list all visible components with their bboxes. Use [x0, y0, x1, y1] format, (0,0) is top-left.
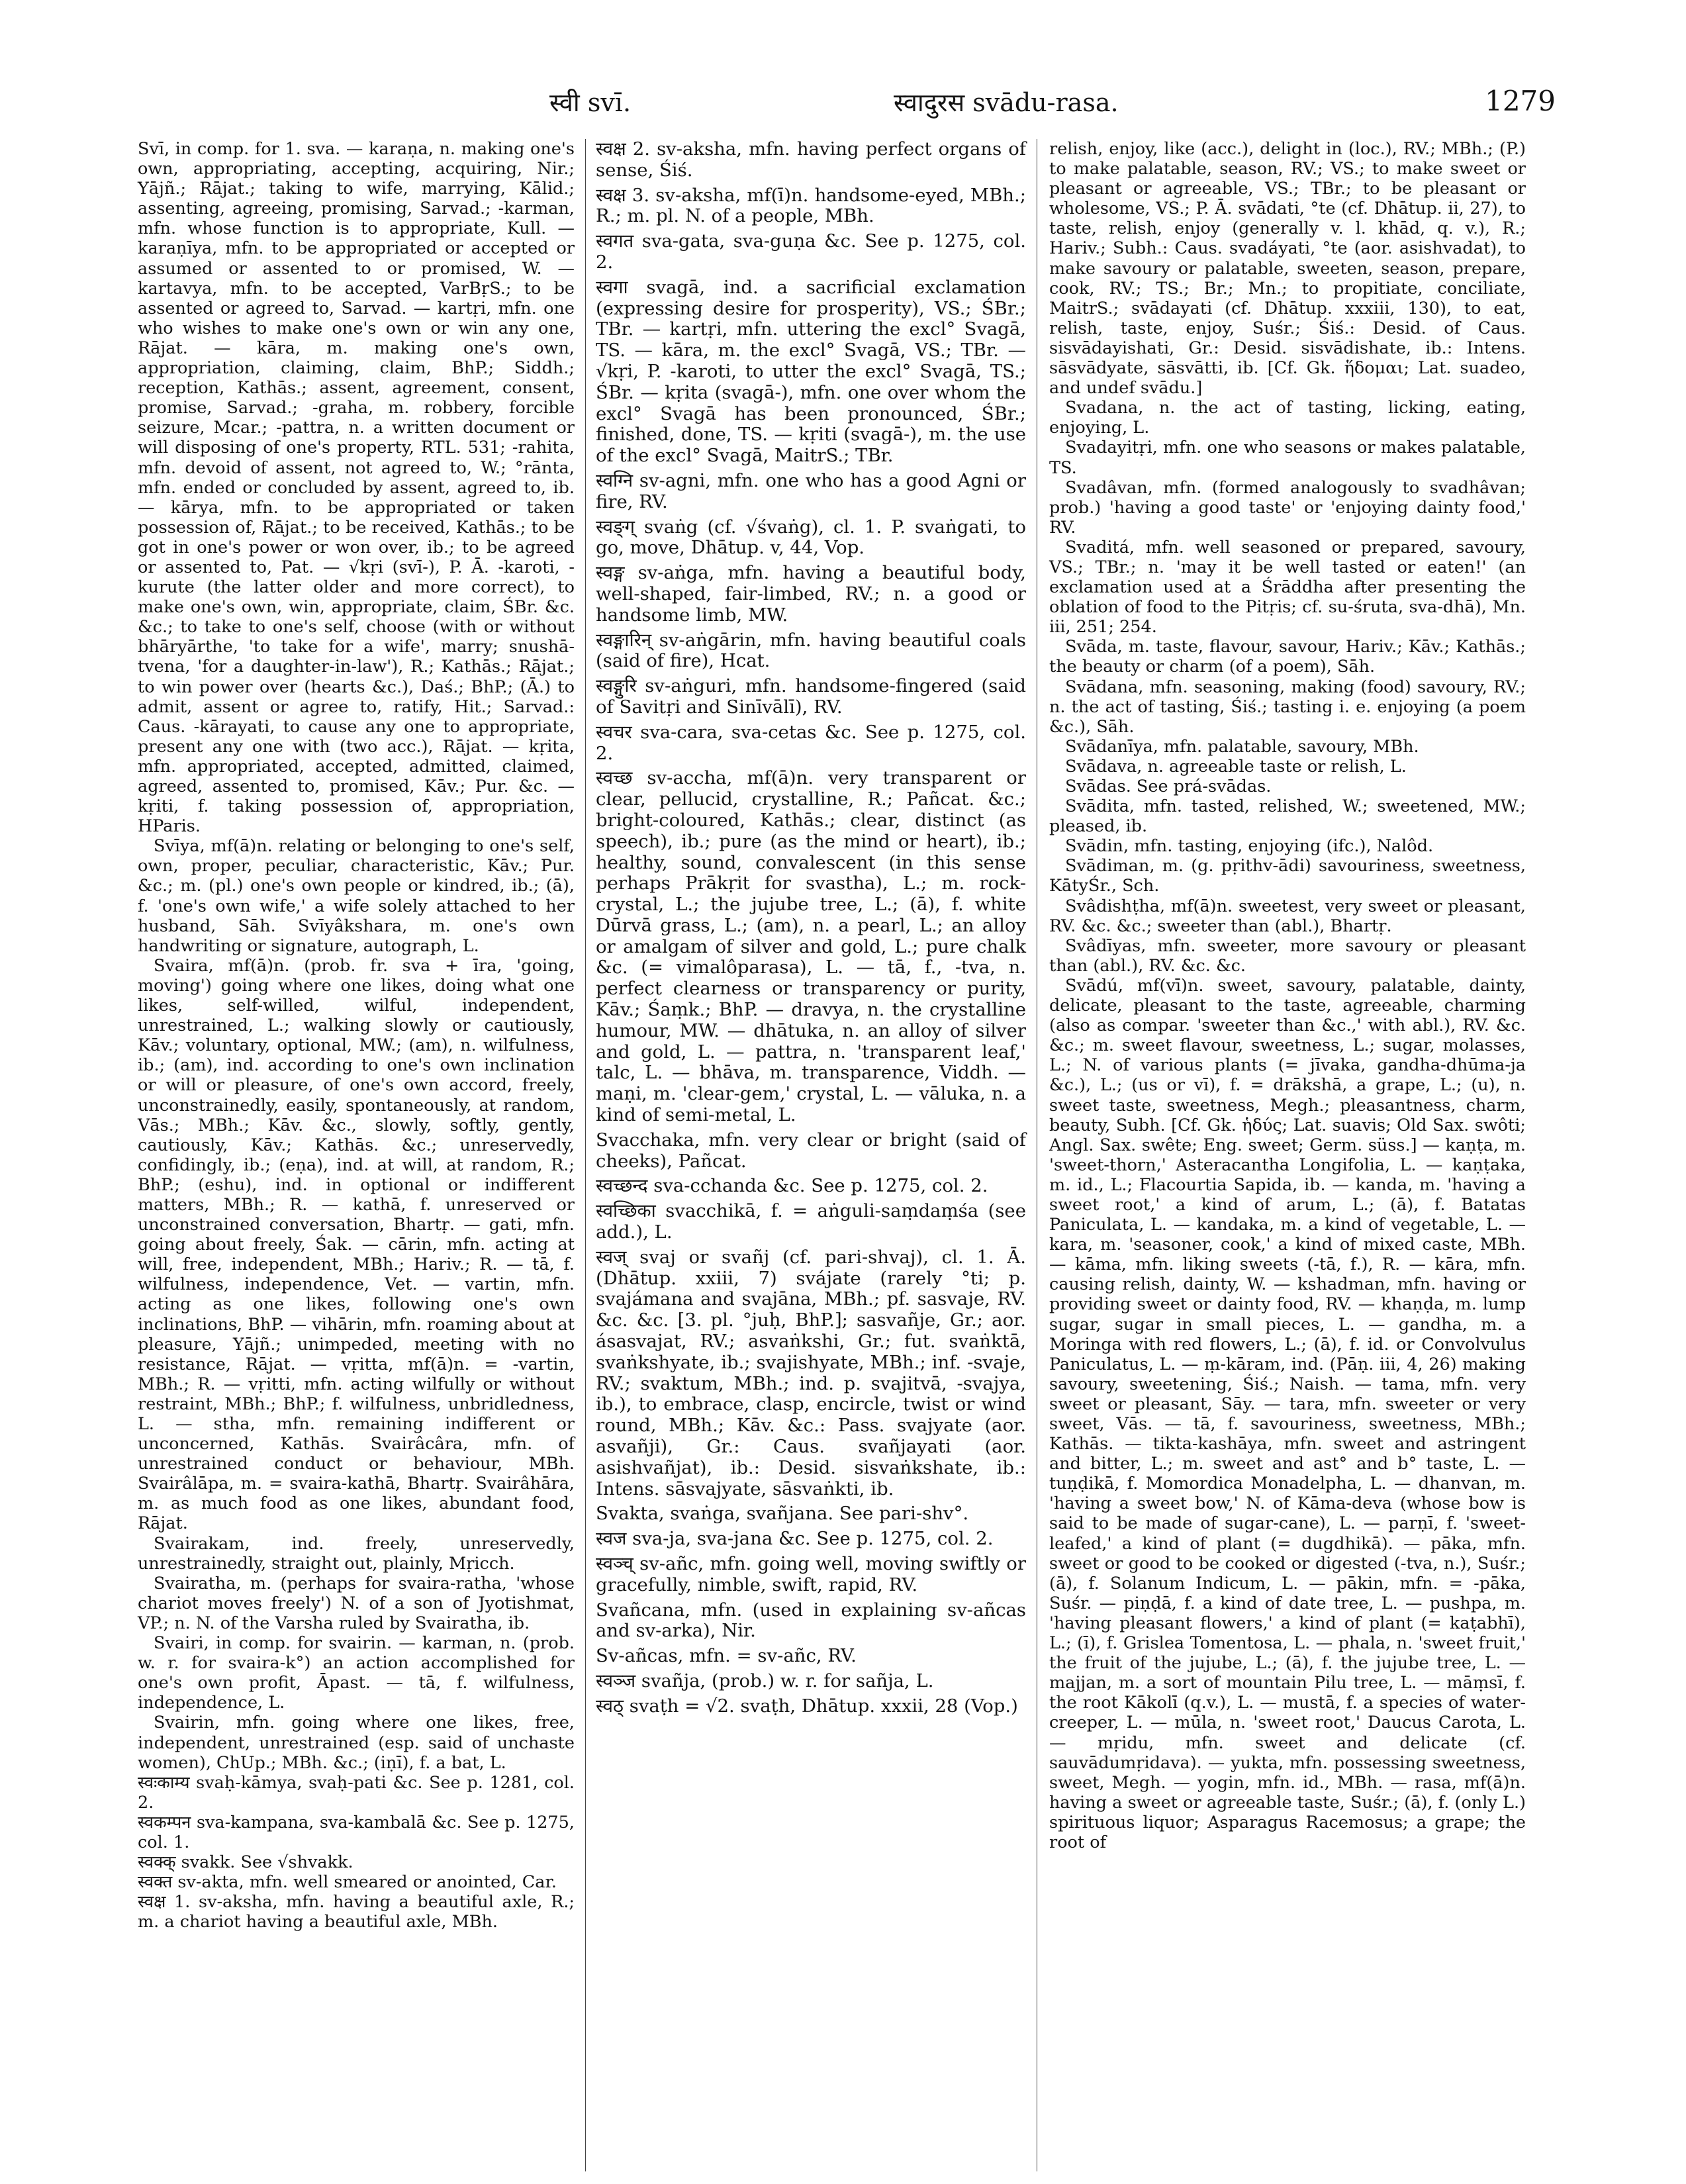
- dictionary-entry: स्वगा svagā, ind. a sacrificial exclamation (expressing desire for prosperity), VS.; ŚBr.; TBr. — kartṛi, mfn. uttering the excl° Svagā, TS. — kāra, m. the excl° Svagā, VS.; TBr. — √kṛi, P. -karoti, to utter the excl° Svagā, TS.; ŚBr. — kṛita (svagā-), mfn. one over whom the excl° Svagā has been pronounced, ŚBr.; finished, done, TS. — kṛiti (svagā-), m. the use of the excl° Svagā, MaitrS.; TBr.: [596, 276, 1026, 467]
- dictionary-entry: स्वङ्ग sv-aṅga, mfn. having a beautiful body, well-shaped, fair-limbed, RV.; n. a good or handsome limb, MW.: [596, 562, 1026, 626]
- dictionary-entry: स्वज sva-ja, sva-jana &c. See p. 1275, col. 2.: [596, 1528, 994, 1550]
- page-header: [139, 85, 1556, 131]
- dictionary-entry: स्वगत sva-gata, sva-guṇa &c. See p. 1275, col. 2.: [596, 230, 1026, 273]
- dictionary-entry: Svādin, mfn. tasting, enjoying (ifc.), Nalôd.: [1065, 836, 1434, 857]
- dictionary-entry: स्वङ्गारिन् sv-aṅgārin, mfn. having beautiful coals (said of fire), Hcat.: [596, 629, 1026, 672]
- header-center-headword: स्वादुरस svādu-rasa.: [894, 88, 1119, 117]
- dictionary-entry: Svādava, n. agreeable taste or relish, L.: [1065, 756, 1407, 777]
- dictionary-entry: Svī, in comp. for 1. sva. — karaṇa, n. making one's own, appropriating, accepting, acquiring, Nir.; Yājñ.; Rājat.; taking to wife, marrying, Kālid.; assenting, agreeing, promising, Sarvad.; -karman, mfn. whose function is to appropriate, Kull. — karaṇīya, mfn. to be appropriated or accepted or assumed or assented to or promised, W. — kartavya, mfn. to be accepted, VarBṛS.; to be assented or agreed to, Sarvad. — kartṛi, mfn. one who wishes to make one's own or win any one, Rājat. — kāra, m. making one's own, appropriation, claiming, claim, BhP.; Siddh.; reception, Kathās.; assent, agreement, consent, promise, Sarvad.; -graha, m. robbery, forcible seizure, Mcar.; -pattra, n. a written document or will disposing of one's property, RTL. 531; -rahita, mfn. devoid of assent, not agreed to, W.; °rānta, mfn. ended or concluded by assent, agreed to, ib. — kārya, mfn. to be appropriated or taken possession of, Rājat.; to be received, Kathās.; to be got in one's power or won over, ib.; to be agreed or assented to, Pat. — √kṛi (svī-), P. Ā. -karoti, -kurute (the latter older and more correct), to make one's own, win, appropriate, claim, ŚBr. &c. &c.; to take to one's self, choose (with or without bhāryārthe, 'to take for a wife', marry; snushā-tvena, 'for a daughter-in-law'), R.; Kathās.; Rājat.; to win power over (hearts &c.), Daś.; BhP.; (Ā.) to admit, assent or agree to, ratify, Hit.; Sarvad.: Caus. -kārayati, to cause any one to appropriate, present any one with (two acc.), Rājat. — kṛita, mfn. appropriated, accepted, admitted, claimed, agreed, assented to, promised, Kāv.; Pur. &c. — kṛiti, f. taking possession of, appropriation, HParis.: [138, 139, 575, 837]
- column-divider-1: [585, 139, 586, 2171]
- dictionary-entry: Svadâvan, mfn. (formed analogously to svadhâvan; prob.) 'having a good taste' or 'enjoying dainty food,' RV.: [1049, 477, 1526, 538]
- dictionary-column-2: [596, 139, 1026, 1721]
- dictionary-entry: Svādú, mf(vī)n. sweet, savoury, palatable, dainty, delicate, pleasant to the taste, agreeable, charming (also as compar. 'sweeter than &c.,' with abl.), RV. &c. &c.; m. sweet flavour, sweetness, L.; sugar, molasses, L.; N. of various plants (= jīvaka, gandha-dhūma-ja &c.), L.; (us or vī), f. = drākshā, a grape, L.; (u), n. sweet taste, sweetness, Megh.; pleasantness, charm, beauty, Subh. [Cf. Gk. ἡδύς; Lat. suavis; Old Sax. swôti; Angl. Sax. swête; Eng. sweet; Germ. süss.] — kaṇṭa, m. 'sweet-thorn,' Asteracantha Longifolia, L. — kaṇṭaka, m. id., L.; Flacourtia Sapida, ib. — kanda, m. 'having a sweet root,' a kind of arum, L.; (ā), f. Batatas Paniculata, L. — kandaka, m. a kind of vegetable, L. — kara, m. 'seasoner, cook,' a kind of mixed caste, MBh. — kāma, mfn. liking sweets (-tā, f.), R. — kāra, mfn. causing relish, dainty, W. — kshadman, mfn. having or providing sweet or dainty food, RV. — khaṇḍa, m. lump sugar, sugar in small pieces, L. — gandha, m. a Moringa with red flowers, L.; (ā), f. id. or Convolvulus Paniculatus, L. — ṃ-kāram, ind. (Pāṇ. iii, 4, 26) making savoury, sweetening, Śiś.; Naish. — tama, mfn. very sweet or pleasant, Sāy. — tara, mfn. sweeter or very sweet, Vās. — tā, f. savouriness, sweetness, MBh.; Kathās. — tikta-kashāya, mfn. sweet and astringent and bitter, L.; m. sweet and ast° and b° taste, L. — tuṇḍikā, f. Momordica Monadelpha, L. — dhanvan, m. 'having a sweet bow,' N. of Kāma-deva (whose bow is said to be made of sugar-cane), L. — parṇī, f. 'sweet-leafed,' a kind of plant (= dugdhikā). — pāka, mfn. sweet or good to be cooked or digested (-tva, n.), Suśr.; (ā), f. Solanum Indicum, L. — pākin, mfn. = -pāka, Suśr. — piṇḍā, f. a kind of date tree, L. — pushpa, m. 'having pleasant flowers,' a kind of plant (= kaṭabhī), L.; (ī), f. Grislea Tomentosa, L. — phala, n. 'sweet fruit,' the fruit of the jujube, L.; (ā), f. the jujube tree, L. — majjan, m. a sort of mountain Pilu tree, L. — māṃsī, f. the root Kākolī (q.v.), L. — mustā, f. a species of water-creeper, L. — mūla, n. 'sweet root,' Daucus Carota, L. — mṛidu, mfn. sweet and delicate (cf. sauvādumṛidava). — yukta, mfn. possessing sweetness, sweet, Megh. — yogin, mfn. id., MBh. — rasa, mf(ā)n. having a sweet or agreeable taste, Suśr.; (ā), f. (only L.) spirituous liquor; Asparagus Racemosus; a grape; the root of: [1049, 975, 1526, 1852]
- dictionary-entry: स्वक्त sv-akta, mfn. well smeared or anointed, Car.: [138, 1872, 557, 1893]
- dictionary-entry: Svaira, mf(ā)n. (prob. fr. sva + īra, 'going, moving') going where one likes, doing what one likes, self-willed, wilful, independent, unrestrained, L.; walking slowly or cautiously, Kāv.; voluntary, optional, MW.; (am), n. wilfulness, ib.; (am), ind. according to one's own inclination or will or pleasure, of one's own accord, freely, unconstrainedly, easily, spontaneously, at random, Vās.; MBh.; Kāv. &c., slowly, softly, gently, cautiously, Kāv.; Kathās. &c.; unreservedly, confidingly, ib.; (eṇa), ind. at will, at random, R.; BhP.; (eshu), ind. in optional or indifferent matters, MBh.; R. — kathā, f. unreserved or unconstrained conversation, Bhartṛ. — gati, mfn. going about freely, Śak. — cārin, mfn. acting at will, free, independent, MBh.; Hariv.; R. — tā, f. wilfulness, independence, Vet. — vartin, mfn. acting as one likes, following one's own inclinations, BhP. — vihārin, mfn. roaming about at pleasure, Yājñ.; unimpeded, meeting with no resistance, Rājat. — vṛitta, mf(ā)n. = -vartin, MBh.; R. — vṛitti, mfn. acting wilfully or without restraint, MBh.; BhP.; f. wilfulness, unbridledness, L. — stha, mfn. remaining indifferent or unconcerned, Kathās. Svairâcâra, mfn. of unrestrained conduct or behaviour, MBh. Svairâlāpa, m. = svaira-kathā, Bhartṛ. Svairâhāra, m. as much food as one likes, abundant food, Rājat.: [138, 955, 575, 1534]
- dictionary-entry: Svādiman, m. (g. pṛithv-ādi) savouriness, sweetness, KātyŚr., Sch.: [1049, 856, 1526, 896]
- dictionary-entry: Svādas. See prá-svādas.: [1065, 777, 1272, 796]
- dictionary-entry: Svakta, svaṅga, svañjana. See pari-shv°.: [596, 1503, 969, 1525]
- dictionary-entry: स्वच्छ sv-accha, mf(ā)n. very transparent or clear, pellucid, crystalline, R.; Pañcat. &c.; bright-coloured, Kathās.; clear, distinct (as speech), ib.; pure (as the mind or heart), ib.; healthy, sound, convalescent (in this sense perhaps Prākṛit for svastha), L.; m. rock-crystal, L.; the jujube tree, L.; (ā), f. white Dūrvā grass, L.; (am), n. a pearl, L.; an alloy or amalgam of silver and gold, L.; pure chalk &c. (= vimalôparasa), L. — tā, f., -tva, n. perfect clearness or transparency or purity, Kāv.; Śaṃk.; BhP. — dravya, n. the crystalline humour, MW. — dhātuka, n. an alloy of silver and gold, L. — pattra, n. 'transparent leaf,' talc, L. — bhāva, m. transparence, Viddh. — maṇi, m. 'clear-gem,' crystal, L. — vāluka, n. a kind of semi-metal, L.: [596, 767, 1026, 1126]
- dictionary-column-3: [1049, 139, 1526, 1852]
- dictionary-entry: स्वठ् svaṭh = √2. svaṭh, Dhātup. xxxii, 28 (Vop.): [596, 1695, 1018, 1717]
- dictionary-entry: Svādana, mfn. seasoning, making (food) savoury, RV.; n. the act of tasting, Śiś.; tasting i. e. enjoying (a poem &c.), Sāh.: [1049, 677, 1526, 737]
- dictionary-entry: relish, enjoy, like (acc.), delight in (loc.), RV.; MBh.; (P.) to make palatable, season, RV.; VS.; to make sweet or pleasant or agreeable, VS.; TBr.; to be pleasant or wholesome, VS.; P. Ā. svādati, °te (cf. Dhātup. ii, 27), to taste, relish, enjoy (generally v. l. khād, q. v.), R.; Hariv.; Subh.: Caus. svadáyati, °te (aor. asishvadat), to make savoury or palatable, sweeten, season, prepare, cook, RV.; TS.; Br.; Mn.; to propitiate, conciliate, MaitrS.; svādayati (cf. Dhātup. xxxiii, 130), to eat, relish, taste, enjoy, Suśr.; Śiś.: Desid. of Caus. sisvādayishati, Gr.: Desid. sisvādishate, ib.: Intens. sāsvādyate, sāsvātti, ib. [Cf. Gk. ἥδομαι; Lat. suadeo, and undef svādu.]: [1049, 139, 1526, 399]
- dictionary-entry: स्वञ्च् sv-añc, mfn. going well, moving swiftly or gracefully, nimble, swift, rapid, RV.: [596, 1553, 1026, 1595]
- dictionary-entry: स्वक्ष 1. sv-aksha, mfn. having a beautiful axle, R.; m. a chariot having a beautiful axle, MBh.: [138, 1892, 575, 1932]
- dictionary-entry: Svāda, m. taste, flavour, savour, Hariv.; Kāv.; Kathās.; the beauty or charm (of a poem), Sāh.: [1049, 637, 1526, 677]
- dictionary-entry: स्वकम्पन sva-kampana, sva-kambalā &c. See p. 1275, col. 1.: [138, 1812, 575, 1852]
- dictionary-entry: स्वञ्ज svañja, (prob.) w. r. for sañja, L.: [596, 1670, 934, 1691]
- dictionary-entry: Svadana, n. the act of tasting, licking, eating, enjoying, L.: [1049, 398, 1526, 438]
- dictionary-entry: स्वःकाम्य svaḥ-kāmya, svaḥ-pati &c. See p. 1281, col. 2.: [138, 1772, 575, 1813]
- header-left-headword: स्वी svī.: [549, 88, 632, 117]
- dictionary-entry: Svairakam, ind. freely, unreservedly, unrestrainedly, straight out, plainly, Mṛicch.: [138, 1533, 575, 1574]
- dictionary-entry: Svâdishṭha, mf(ā)n. sweetest, very sweet or pleasant, RV. &c. &c.; sweeter than (abl.), Bhartṛ.: [1049, 896, 1526, 936]
- dictionary-entry: स्वच्छिका svacchikā, f. = aṅguli-saṃdaṃśa (see add.), L.: [596, 1200, 1026, 1243]
- dictionary-entry: Svādita, mfn. tasted, relished, W.; sweetened, MW.; pleased, ib.: [1049, 796, 1526, 837]
- dictionary-column-1: [138, 139, 575, 1932]
- page-number: 1279: [1485, 85, 1556, 117]
- dictionary-entry: स्वच्छन्द sva-cchanda &c. See p. 1275, col. 2.: [596, 1175, 988, 1197]
- dictionary-entry: स्वग्नि sv-agni, mfn. one who has a good Agni or fire, RV.: [596, 469, 1026, 512]
- dictionary-entry: Svairi, in comp. for svairin. — karman, n. (prob. w. r. for svaira-k°) an action accomplished for one's own profit, Āpast. — tā, f. wilfulness, independence, L.: [138, 1633, 575, 1713]
- dictionary-entry: स्वचर sva-cara, sva-cetas &c. See p. 1275, col. 2.: [596, 721, 1026, 764]
- dictionary-entry: स्वक्ष 2. sv-aksha, mfn. having perfect organs of sense, Śiś.: [596, 138, 1026, 181]
- dictionary-entry: Svaditá, mfn. well seasoned or prepared, savoury, VS.; TBr.; n. 'may it be well tasted or eaten!' (an exclamation used at a Śrāddha after presenting the oblation of food to the Pitṛis; cf. su-śruta, sva-dhā), Mn. iii, 251; 254.: [1049, 537, 1526, 638]
- dictionary-entry: Svacchaka, mfn. very clear or bright (said of cheeks), Pañcat.: [596, 1129, 1026, 1172]
- dictionary-entry: Svañcana, mfn. (used in explaining sv-añcas and sv-arka), Nir.: [596, 1599, 1026, 1642]
- dictionary-entry: Svādanīya, mfn. palatable, savoury, MBh.: [1065, 736, 1419, 757]
- dictionary-entry: स्वङ्ग् svaṅg (cf. √śvaṅg), cl. 1. P. svaṅgati, to go, move, Dhātup. v, 44, Vop.: [596, 516, 1026, 559]
- dictionary-entry: स्वक्क् svakk. See √shvakk.: [138, 1852, 353, 1873]
- dictionary-entry: स्वङ्गुरि sv-aṅguri, mfn. handsome-fingered (said of Savitṛi and Sinīvālī), RV.: [596, 675, 1026, 718]
- dictionary-entry: Svadayitṛi, mfn. one who seasons or makes palatable, TS.: [1049, 438, 1526, 478]
- dictionary-entry: Svairatha, m. (perhaps for svaira-ratha, 'whose chariot moves freely') N. of a son of Jyotishmat, VP.; n. N. of the Varsha ruled by Svairatha, ib.: [138, 1573, 575, 1633]
- dictionary-entry: स्वज् svaj or svañj (cf. pari-shvaj), cl. 1. Ā. (Dhātup. xxiii, 7) svájate (rarely °ti; p. svajámana and svajāna, MBh.; pf. sasvaje, RV. &c. &c. [3. pl. °juḥ, BhP.]; sasvañje, Gr.; aor. ásasvajat, RV.; asvaṅkshi, Gr.; fut. svaṅktā, svaṅkshyate, ib.; svajishyate, MBh.; inf. -svaje, RV.; svaktum, MBh.; ind. p. svajitvā, -svajya, ib.), to embrace, clasp, encircle, twist or wind round, MBh.; Kāv. &c.: Pass. svajyate (aor. asvañji), Gr.: Caus. svañjayati (aor. asishvañjat), ib.: Desid. sisvaṅkshate, ib.: Intens. sāsvajyate, sāsvaṅkti, ib.: [596, 1246, 1026, 1499]
- dictionary-entry: Svīya, mf(ā)n. relating or belonging to one's self, own, proper, peculiar, characteristic, Kāv.; Pur. &c.; m. (pl.) one's own people or kindred, ib.; (ā), f. 'one's own wife,' a wife solely attached to her husband, Sāh. Svīyâkshara, m. one's own handwriting or signature, autograph, L.: [138, 836, 575, 956]
- dictionary-entry: Svairin, mfn. going where one likes, free, independent, unrestrained (esp. said of unchaste women), ChUp.; MBh. &c.; (iṇī), f. a bat, L.: [138, 1713, 575, 1773]
- dictionary-entry: Sv-añcas, mfn. = sv-añc, RV.: [596, 1645, 857, 1667]
- dictionary-entry: स्वक्ष 3. sv-aksha, mf(ī)n. handsome-eyed, MBh.; R.; m. pl. N. of a people, MBh.: [596, 184, 1026, 227]
- dictionary-entry: Svâdīyas, mfn. sweeter, more savoury or pleasant than (abl.), RV. &c. &c.: [1049, 935, 1526, 976]
